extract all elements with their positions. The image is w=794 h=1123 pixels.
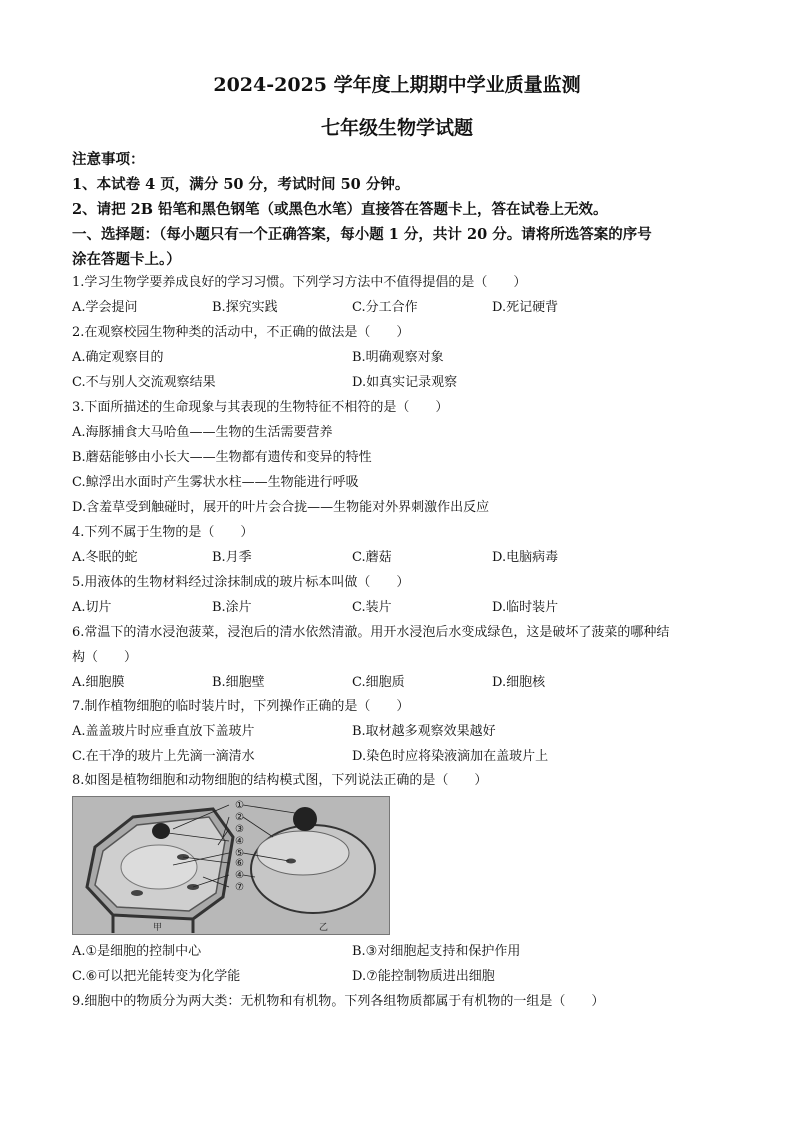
question-options (72, 295, 734, 320)
option-d: D.临时装片 (492, 600, 559, 615)
option-d: D.⑦能控制物质进出细胞 (352, 969, 495, 984)
question-stem: 6.常温下的清水浸泡菠菜，浸泡后的清水依然清澈。用开水浸泡后水变成绿色，这是破坏了菠菜的哪种结 (72, 625, 670, 640)
option-a: A.细胞膜 (72, 675, 125, 690)
question-stem: 9.细胞中的物质分为两大类：无机物和有机物。下列各组物质都属于有机物的一组是（ ） (72, 994, 605, 1009)
question-options (72, 545, 734, 570)
figure-label-7: ⑦ (235, 882, 244, 893)
option-a: A.盖盖玻片时应垂直放下盖玻片 (72, 724, 255, 739)
option-c: C.⑥可以把光能转变为化学能 (72, 969, 241, 984)
option-c: C.装片 (352, 600, 392, 615)
notes-item: 2、请把 2B 铅笔和黑色钢笔（或黑色水笔）直接答在答题卡上，答在试卷上无效。 (72, 201, 608, 218)
option-c: C.在干净的玻片上先滴一滴清水 (72, 749, 255, 764)
question-options (72, 719, 734, 744)
figure-label-6: ⑥ (235, 858, 244, 869)
question-stem-cont: 构（ ） (72, 650, 138, 665)
figure-label-1: ① (235, 800, 244, 811)
option-b: B.蘑菇能够由小长大——生物都有遗传和变异的特性 (72, 450, 372, 465)
question-options (72, 744, 734, 769)
option-d: D.电脑病毒 (492, 550, 559, 565)
option-a: A.冬眠的蛇 (72, 550, 138, 565)
figure-caption-left: 甲 (153, 923, 163, 933)
option-a: A.海豚捕食大马哈鱼——生物的生活需要营养 (72, 425, 333, 440)
option-b: B.取材越多观察效果越好 (352, 724, 496, 739)
option-c: C.鲸浮出水面时产生雾状水柱——生物能进行呼吸 (72, 475, 359, 490)
question-options (72, 670, 734, 695)
question-stem: 7.制作植物细胞的临时装片时，下列操作正确的是（ ） (72, 699, 410, 714)
animal-nucleus (293, 807, 317, 831)
exam-title: 2024-2025 学年度上期期中学业质量监测 (213, 74, 581, 96)
notes-item: 1、本试卷 4 页，满分 50 分，考试时间 50 分钟。 (72, 176, 410, 193)
option-b: B.③对细胞起支持和保护作用 (352, 944, 521, 959)
question-stem: 3.下面所描述的生命现象与其表现的生物特征不相符的是（ ） (72, 400, 449, 415)
question-4 (72, 520, 734, 570)
question-8-options (72, 939, 734, 989)
option-a: A.学会提问 (72, 300, 138, 315)
notes-block (72, 147, 734, 272)
question-stem: 8.如图是植物细胞和动物细胞的结构模式图，下列说法正确的是（ ） (72, 773, 488, 788)
question-stem: 4.下列不属于生物的是（ ） (72, 525, 254, 540)
question-7 (72, 694, 734, 769)
option-d: D.如真实记录观察 (352, 375, 458, 390)
option-d: D.细胞核 (492, 675, 546, 690)
question-options (72, 345, 734, 370)
question-5 (72, 570, 734, 620)
cell-structure-figure (72, 796, 390, 935)
option-c: C.细胞质 (352, 675, 405, 690)
option-b: B.涂片 (212, 600, 252, 615)
question-6 (72, 620, 734, 695)
question-9 (72, 989, 734, 1014)
question-2 (72, 320, 734, 395)
figure-caption-right: 乙 (319, 923, 329, 933)
option-c: C.分工合作 (352, 300, 418, 315)
question-options (72, 370, 734, 395)
question-8 (72, 768, 734, 793)
notes-heading: 注意事项： (72, 151, 145, 168)
option-b: B.月季 (212, 550, 252, 565)
option-d: D.含羞草受到触碰时，展开的叶片会合拢——生物能对外界刺激作出反应 (72, 500, 490, 515)
option-a: A.确定观察目的 (72, 350, 164, 365)
plant-vacuole (121, 845, 197, 889)
question-stem: 5.用液体的生物材料经过涂抹制成的玻片标本叫做（ ） (72, 575, 410, 590)
option-c: C.蘑菇 (352, 550, 392, 565)
figure-label-4b: ④ (235, 870, 244, 881)
figure-label-5: ⑤ (235, 848, 244, 859)
option-d: D.死记硬背 (492, 300, 559, 315)
figure-label-3: ③ (235, 824, 244, 835)
option-c: C.不与别人交流观察结果 (72, 375, 216, 390)
option-a: A.切片 (72, 600, 112, 615)
plant-nucleus (152, 823, 170, 839)
question-options (72, 939, 734, 964)
option-b: B.明确观察对象 (352, 350, 444, 365)
section-heading: 一、选择题：（每小题只有一个正确答案，每小题 1 分，共计 20 分。请将所选答案的序号 (72, 226, 652, 243)
figure-label-4: ④ (235, 836, 244, 847)
section-heading-cont: 涂在答题卡上。） (72, 251, 181, 268)
figure-label-2: ② (235, 812, 244, 823)
option-d: D.染色时应将染液滴加在盖玻片上 (352, 749, 549, 764)
option-a: A.①是细胞的控制中心 (72, 944, 202, 959)
cell-diagram (73, 797, 389, 934)
exam-subtitle: 七年级生物学试题 (320, 117, 473, 139)
question-3 (72, 395, 734, 520)
question-1 (72, 270, 734, 320)
question-options (72, 595, 734, 620)
question-stem: 2.在观察校园生物种类的活动中，不正确的做法是（ ） (72, 325, 410, 340)
question-options (72, 964, 734, 989)
option-b: B.细胞壁 (212, 675, 265, 690)
question-stem: 1.学习生物学要养成良好的学习习惯。下列学习方法中不值得提倡的是（ ） (72, 275, 527, 290)
option-b: B.探究实践 (212, 300, 278, 315)
